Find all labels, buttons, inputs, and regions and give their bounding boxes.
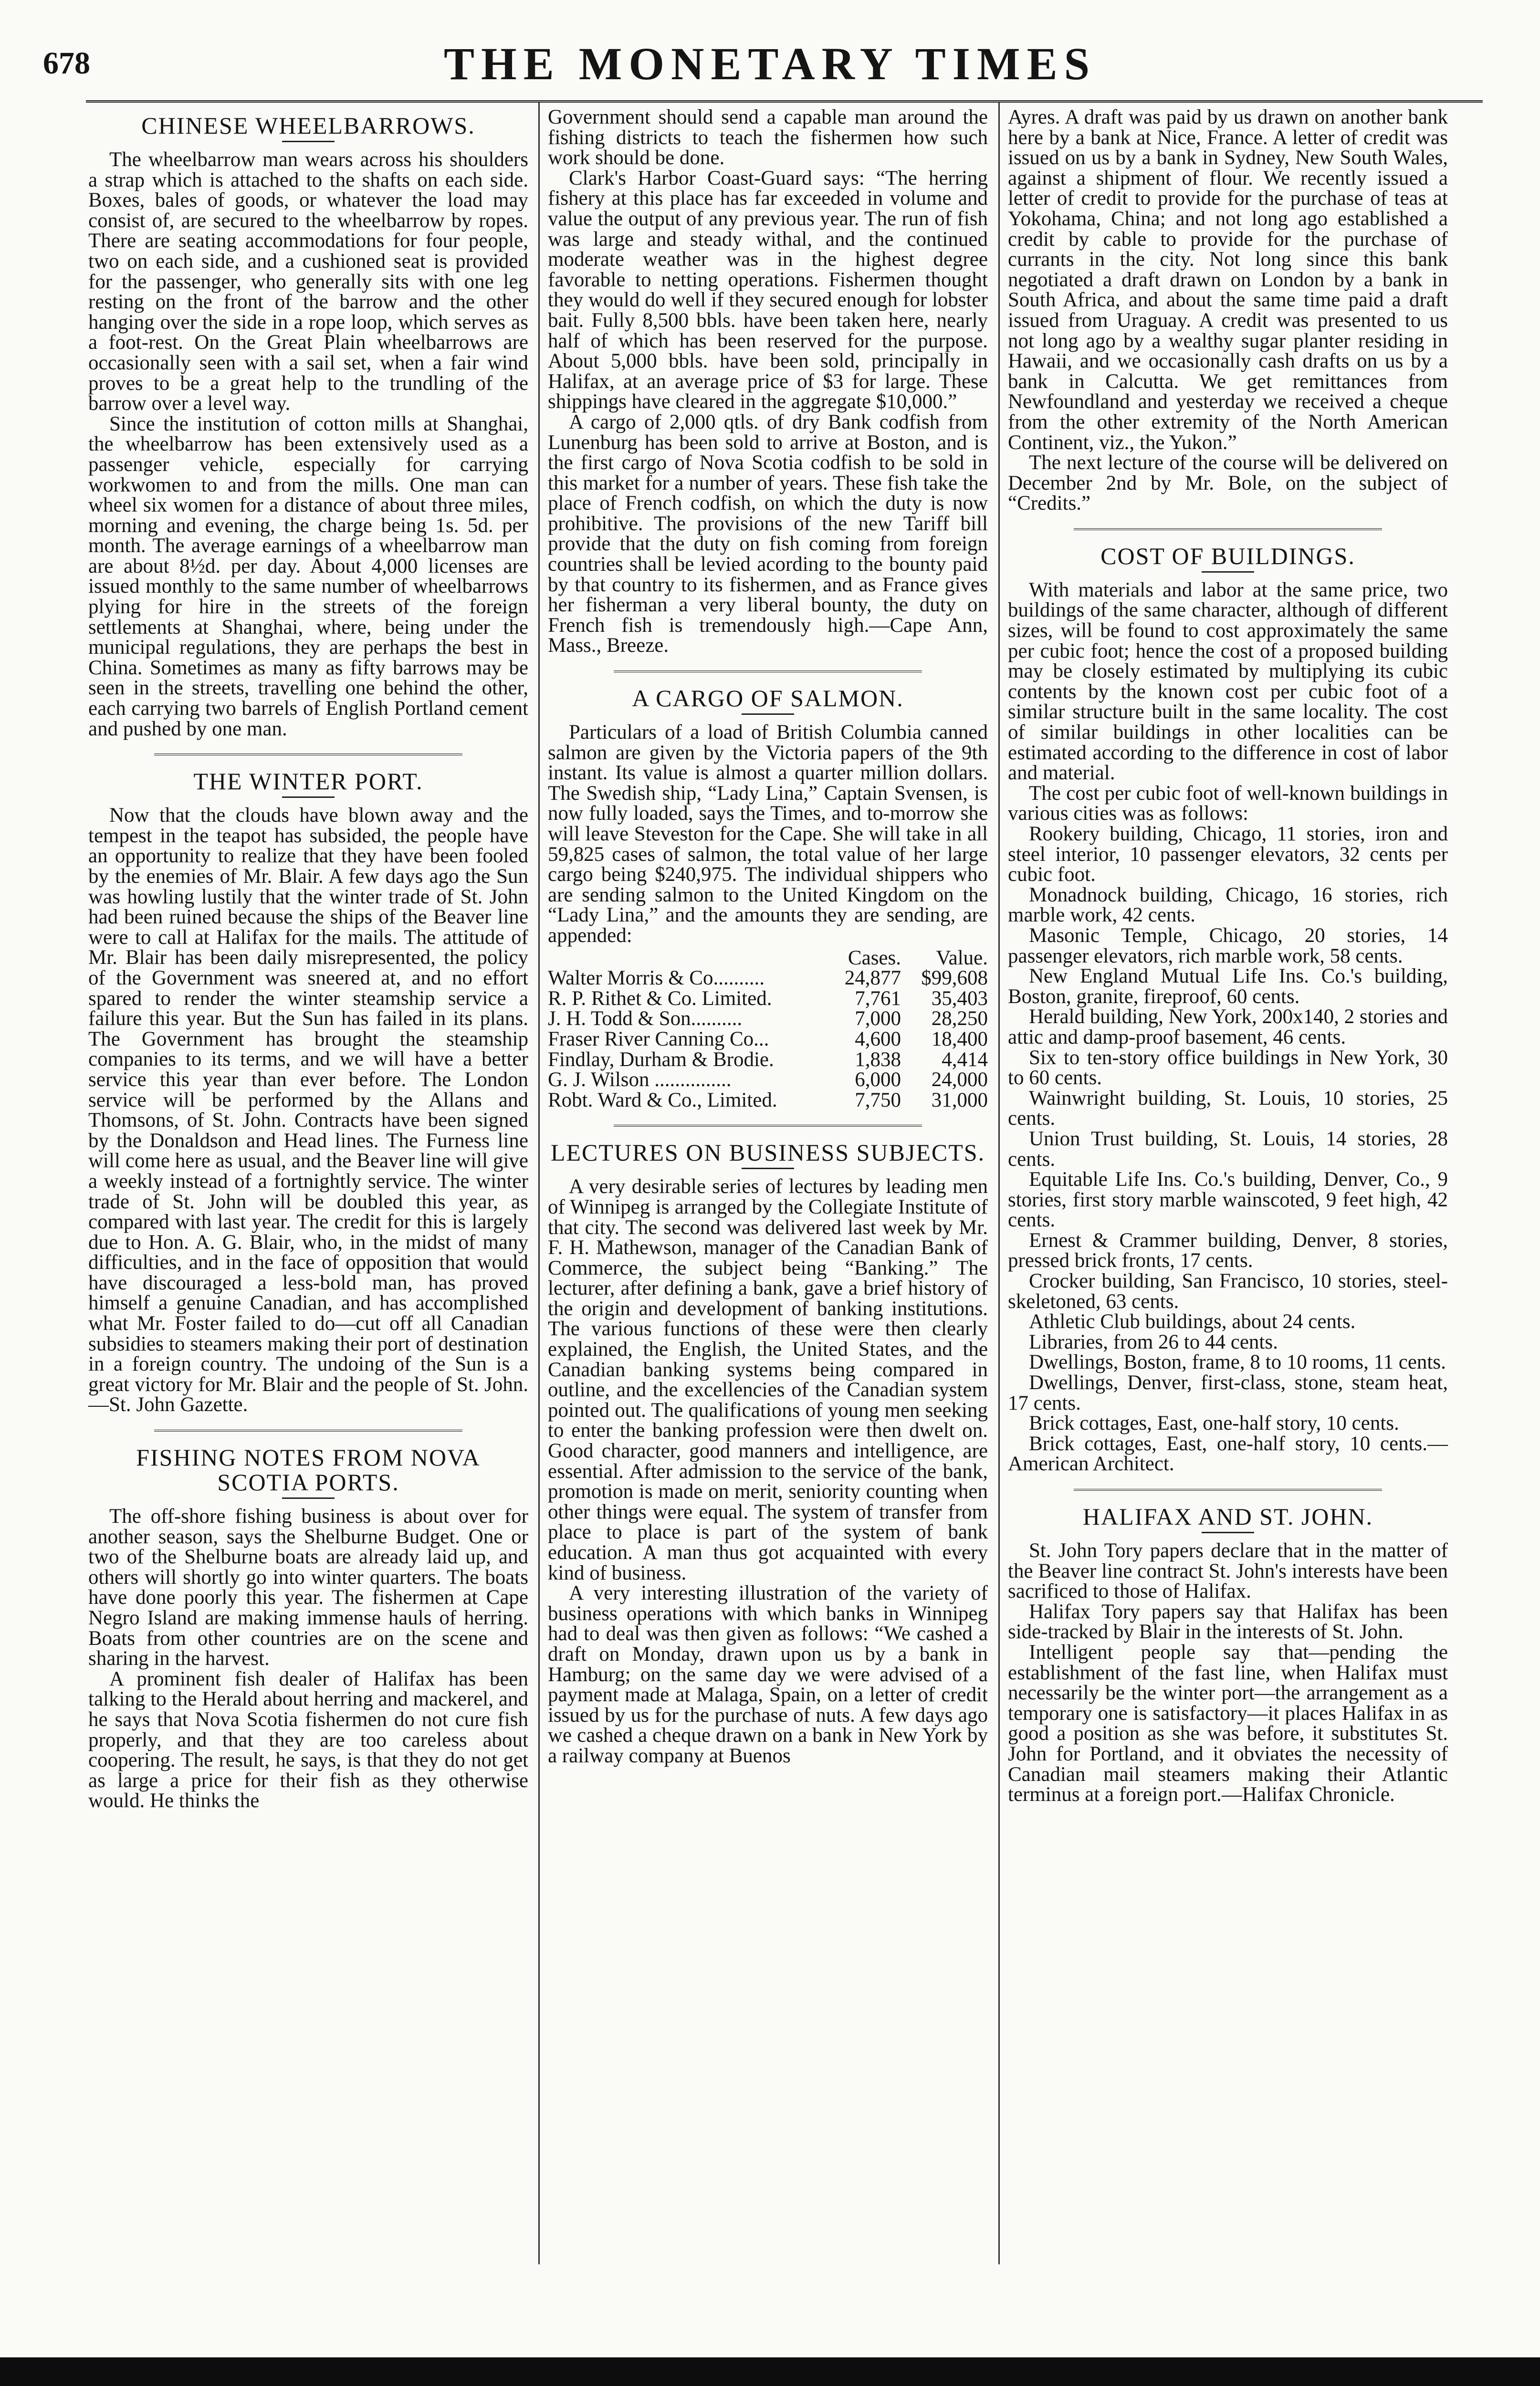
page-bottom-edge [0, 2357, 1540, 2386]
salmon-shippers-table [548, 948, 988, 1111]
building-cost-entry: Dwellings, Denver, first-class, stone, steam heat, 17 cents. [1008, 1371, 1448, 1414]
article-paragraph: St. John Tory papers declare that in the matter of the Beaver line contract St. John's interests have been sacrificed to those of Halifax. [1008, 1539, 1448, 1603]
value-cell: 18,400 [931, 1027, 988, 1050]
cases-cell: 4,600 [855, 1027, 901, 1050]
shipper-name-cell: Findlay, Durham & Brodie. [548, 1048, 774, 1071]
article-paragraph: A very interesting illustration of the variety of business operations with which banks in Winnipeg had to deal was then given as follows: “We cashed a draft on Monday, drawn upon us by a bank in Hamburg; on the same day we were advised of a payment made at Malaga, Spain, on a letter of credit issued by us for the purchase of nuts. A few days ago we cashed a cheque drawn on a bank in New York by a railway company at Buenos [548, 1582, 988, 1767]
column-3 [1008, 107, 1448, 2164]
building-cost-entry: Libraries, from 26 to 44 cents. [1029, 1330, 1278, 1353]
article-paragraph: The cost per cubic foot of well-known buildings in various cities was as follows: [1008, 782, 1448, 825]
building-cost-entry: Brick cottages, East, one-half story, 10 cents. [1029, 1412, 1399, 1435]
shipper-name-cell: J. H. Todd & Son.......... [548, 1007, 743, 1030]
page-number: 678 [43, 46, 90, 81]
building-cost-entry: Ernest & Crammer building, Denver, 8 stories, pressed brick fronts, 17 cents. [1008, 1229, 1448, 1272]
cases-cell: 7,000 [855, 1007, 901, 1030]
article-title: THE WINTER PORT. [193, 768, 423, 795]
table-header-row [548, 948, 988, 969]
building-cost-entry: Dwellings, Boston, frame, 8 to 10 rooms, 11 cents. [1029, 1351, 1446, 1374]
table-header-cell: Cases. [848, 946, 901, 969]
value-cell: 31,000 [931, 1088, 988, 1111]
title-dash [282, 796, 335, 798]
value-cell: 24,000 [931, 1068, 988, 1091]
building-cost-entry: Equitable Life Ins. Co.'s building, Denver, Co., 9 stories, first story marble wainscoted, 9 feet high, 42 cents. [1008, 1168, 1448, 1232]
table-row [548, 1029, 988, 1050]
cases-cell: 7,761 [855, 987, 901, 1010]
value-cell: 35,403 [931, 987, 988, 1010]
article-paragraph: Clark's Harbor Coast-Guard says: “The herring fishery at this place has far exceeded in volume and value the output of any previous year. The run of fish was large and steady withal, and the continued moderate weather was in the highest degree favorable to netting operations. Fishermen thought they would do well if they secured enough for lobster bait. Fully 8,500 bbls. have been taken here, nearly half of which has been reserved for the purpose. About 5,000 bbls. have been sold, principally in Halifax, at an average price of $3 for large. These shippings have cleared in the aggregate $10,000.” [548, 167, 988, 413]
building-cost-entry: Union Trust building, St. Louis, 14 stories, 28 cents. [1008, 1127, 1448, 1171]
article-paragraph: Intelligent people say that—pending the establishment of the fast line, when Halifax must necessarily be the winter port—the arrangement as a temporary one is satisfactory—it places Halifax in as good a position as she was before, it substitutes St. John for Portland, and it obviates the necessity of Canadian mail steamers making their Atlantic terminus at a foreign port.—Halifax Chronicle. [1008, 1641, 1448, 1806]
building-cost-entry: Rookery building, Chicago, 11 stories, iron and steel interior, 10 passenger elevators, 32 cents per cubic foot. [1008, 823, 1448, 886]
section-rule [154, 1430, 462, 1432]
shipper-name-cell: Walter Morris & Co.......... [548, 967, 765, 990]
table-row [548, 1050, 988, 1070]
section-rule [154, 753, 462, 755]
article-paragraph: Now that the clouds have blown away and the tempest in the teapot has subsided, the people have an opportunity to realize that they have been fooled by the enemies of Mr. Blair. A few days ago the Sun was howling lustily that the winter trade of St. John had been ruined because the ships of the Beaver line were to call at Halifax for the mails. The attitude of Mr. Blair has been daily misrepresented, the policy of the Government was sneered at, and no effort spared to render the winter steamship service a failure this year. But the Sun has failed in its plans. The Government has brought the steamship companies to its terms, and we will have a better service this year than ever before. The London service will be performed by the Allans and Thomsons, of St. John. Contracts have been signed by the Donaldson and Head lines. The Furness line will come here as usual, and the Beaver line will give a weekly instead of a fortnightly service. The winter trade of St. John will be doubled this year, as compared with last year. The credit for this is largely due to Hon. A. G. Blair, who, in the midst of many difficulties, and in the face of opposition that would have discouraged a less-bold man, has proved himself a genuine Canadian, and has accomplished what Mr. Foster failed to do—cut off all Canadian subsidies to steamers making their port of destination in a foreign country. The undoing of the Sun is a great victory for Mr. Blair and the people of St. John.—St. John Gazette. [88, 804, 528, 1416]
building-cost-entry: New England Mutual Life Ins. Co.'s building, Boston, granite, fireproof, 60 cents. [1008, 965, 1448, 1008]
building-cost-entry: Six to ten-story office buildings in New York, 30 to 60 cents. [1008, 1046, 1448, 1089]
building-cost-entry: Herald building, New York, 200x140, 2 stories and attic and damp-proof basement, 46 cents. [1008, 1005, 1448, 1048]
title-dash [282, 1497, 335, 1499]
value-cell: 28,250 [931, 1007, 988, 1030]
article-paragraph: With materials and labor at the same price, two buildings of the same character, although of different sizes, will be found to cost approximately the same per cubic foot; hence the cost of a proposed building may be closely estimated by multiplying its cubic contents by the known cost per cubic foot of a similar structure built in the same locality. The cost of similar buildings in other localities can be estimated according to the difference in cost of labor and material. [1008, 578, 1448, 785]
article-title: HALIFAX AND ST. JOHN. [1082, 1503, 1373, 1530]
table-header-cell [548, 948, 827, 969]
building-cost-entry: Wainwright building, St. Louis, 10 stories, 25 cents. [1008, 1087, 1448, 1130]
cases-cell: 6,000 [855, 1068, 901, 1091]
article-paragraph: Halifax Tory papers say that Halifax has been side-tracked by Blair in the interests of St. John. [1008, 1600, 1448, 1643]
title-dash [1202, 571, 1254, 573]
title-dash [282, 141, 335, 142]
building-cost-entry: Masonic Temple, Chicago, 20 stories, 14 passenger elevators, rich marble work, 58 cents. [1008, 924, 1448, 967]
article-paragraph: The next lecture of the course will be delivered on December 2nd by Mr. Bole, on the subject of “Credits.” [1008, 451, 1448, 515]
article-paragraph: A cargo of 2,000 qtls. of dry Bank codfish from Lunenburg has been sold to arrive at Boston, and is the first cargo of Nova Scotia codfish to be sold in this market for a number of years. These fish take the place of French codfish, on which the duty is now prohibitive. The provisions of the new Tariff bill provide that the duty on fish coming from foreign countries shall be levied acording to the bounty paid by that country to its fishermen, and as France gives her fisherman a very liberal bounty, the duty on French fish is tremendously high.—Cape Ann, Mass., Breeze. [548, 410, 988, 657]
value-cell: 4,414 [942, 1048, 988, 1071]
article-title: LECTURES ON BUSINESS SUBJECTS. [550, 1139, 985, 1166]
title-dash [742, 713, 794, 715]
article-paragraph: Government should send a capable man around the fishing districts to teach the fishermen how such work should be done. [548, 106, 988, 169]
shipper-name-cell: Robt. Ward & Co., Limited. [548, 1088, 777, 1111]
table-row [548, 1090, 988, 1111]
article-paragraph: Ayres. A draft was paid by us drawn on another bank here by a bank at Nice, France. A letter of credit was issued on us by a bank in Sydney, New South Wales, against a shipment of flour. We recently issued a letter of credit to provide for the purchase of teas at Yokohama, China; and not long ago established a credit by cable to provide for the purchase of currants in the city. Not long since this bank negotiated a draft drawn on London by a bank in South Africa, and about the same time paid a draft issued from Uraguay. A credit was presented to us not long ago by a wealthy sugar planter residing in Hawaii, and we occasionally cash drafts on us by a bank in Calcutta. We get remittances from Newfoundland and yesterday we received a cheque from the other extremity of the North American Continent, viz., the Yukon.” [1008, 106, 1448, 454]
shipper-name-cell: G. J. Wilson ............... [548, 1068, 732, 1091]
table-header-cell: Value. [936, 946, 988, 969]
header-rule [86, 100, 1483, 103]
article-paragraph: The off-shore fishing business is about over for another season, says the Shelburne Budget. One or two of the Shelburne boats are already laid up, and others will shortly go into winter quarters. The boats have done poorly this year. The fishermen at Cape Negro Island are making immense hauls of herring. Boats from other countries are on the scene and sharing in the harvest. [88, 1505, 528, 1670]
shipper-name-cell: Fraser River Canning Co... [548, 1027, 769, 1050]
article-title: CHINESE WHEELBARROWS. [141, 112, 475, 139]
column-divider [538, 103, 540, 2264]
buildings-cost-list [1008, 824, 1448, 1475]
building-cost-entry: Athletic Club buildings, about 24 cents. [1029, 1310, 1356, 1333]
column-divider [998, 103, 1000, 2264]
article-paragraph: The wheelbarrow man wears across his shoulders a strap which is attached to the shafts on each side. Boxes, bales of goods, or whatever the load may consist of, are secured to the wheelbarrow by ropes. There are seating accommodations for four people, two on each side, and a cushioned seat is provided for the passenger, who generally sits with one leg resting on the front of the barrow and the other hanging over the side in a rope loop, which serves as a foot-rest. On the Great Plain wheelbarrows are occasionally seen with a sail set, when a fair wind proves to be a great help to the trundling of the barrow over a level way. [88, 148, 528, 415]
cases-cell: 24,877 [844, 967, 901, 990]
cases-cell: 1,838 [855, 1048, 901, 1071]
article-paragraph: Since the institution of cotton mills at Shanghai, the wheelbarrow has been extensively used as a passenger vehicle, especially for carrying workwomen to and from the mills. One man can wheel six women for a distance of about three miles, morning and evening, the charge being 1s. 5d. per month. The average earnings of a wheelbarrow man are about 8½d. per day. About 4,000 licenses are issued monthly to the same number of wheelbarrows plying for hire in the streets of the foreign settlements at Shanghai, where, being under the municipal regulations, they are perhaps the best in China. Sometimes as many as fifty barrows may be seen in the streets, travelling one behind the other, each carrying two barrels of English Portland cement and pushed by one man. [88, 412, 528, 740]
section-rule [1074, 1489, 1382, 1491]
shipper-name-cell: R. P. Rithet & Co. Limited. [548, 987, 772, 1010]
column-2 [548, 107, 988, 2207]
table-row [548, 1070, 988, 1090]
section-rule [1074, 528, 1382, 530]
article-title: FISHING NOTES FROM NOVA SCOTIA PORTS. [136, 1444, 481, 1496]
building-cost-entry: Crocker building, San Francisco, 10 stories, steel-skeletoned, 63 cents. [1008, 1270, 1448, 1313]
title-dash [1202, 1532, 1254, 1533]
section-rule [614, 670, 922, 672]
article-title: A CARGO OF SALMON. [632, 685, 904, 712]
table-row [548, 1009, 988, 1029]
section-rule [614, 1125, 922, 1127]
building-cost-entry: Monadnock building, Chicago, 16 stories, rich marble work, 42 cents. [1008, 883, 1448, 927]
column-1 [88, 107, 528, 1812]
article-title: COST OF BUILDINGS. [1100, 542, 1355, 569]
table-row [548, 989, 988, 1009]
table-row [548, 968, 988, 989]
cases-cell: 7,750 [855, 1088, 901, 1111]
article-paragraph: A prominent fish dealer of Halifax has been talking to the Herald about herring and mackerel, and he says that Nova Scotia fishermen do not cure fish properly, and that they are too careless about coopering. The result, he says, is that they do not get as large a price for their fish as they otherwise would. He thinks the [88, 1667, 528, 1812]
article-paragraph: Particulars of a load of British Columbia canned salmon are given by the Victoria papers of the 9th instant. Its value is almost a quarter million dollars. The Swedish ship, “Lady Lina,” Captain Svensen, is now fully loaded, says the Times, and to-morrow she will leave Steveston for the Cape. She will take in all 59,825 cases of salmon, the total value of her large cargo being $240,975. The individual shippers who are sending salmon to the United Kingdom on the “Lady Lina,” and the amounts they are sending, are appended: [548, 721, 988, 947]
title-dash [742, 1168, 794, 1169]
masthead: THE MONETARY TIMES [443, 38, 1096, 89]
building-cost-entry: Brick cottages, East, one-half story, 10 cents.—American Architect. [1008, 1432, 1448, 1476]
value-cell: $99,608 [921, 967, 988, 990]
article-paragraph: A very desirable series of lectures by leading men of Winnipeg is arranged by the Collegiate Institute of that city. The second was delivered last week by Mr. F. H. Mathewson, manager of the Canadian Bank of Commerce, the subject being “Banking.” The lecturer, after defining a bank, gave a brief history of the origin and development of banking institutions. The various functions of these were then clearly explained, the English, the United States, and the Canadian banking systems being compared in outline, and the excellencies of the Canadian system pointed out. The qualifications of young men seeking to enter the banking profession were then dwelt on. Good character, good manners and intelligence, are essential. After admission to the service of the bank, promotion is made on merit, seniority counting when other things were equal. The system of transfer from place to place is part of the system of bank education. A man thus got acquainted with every kind of business. [548, 1175, 988, 1584]
